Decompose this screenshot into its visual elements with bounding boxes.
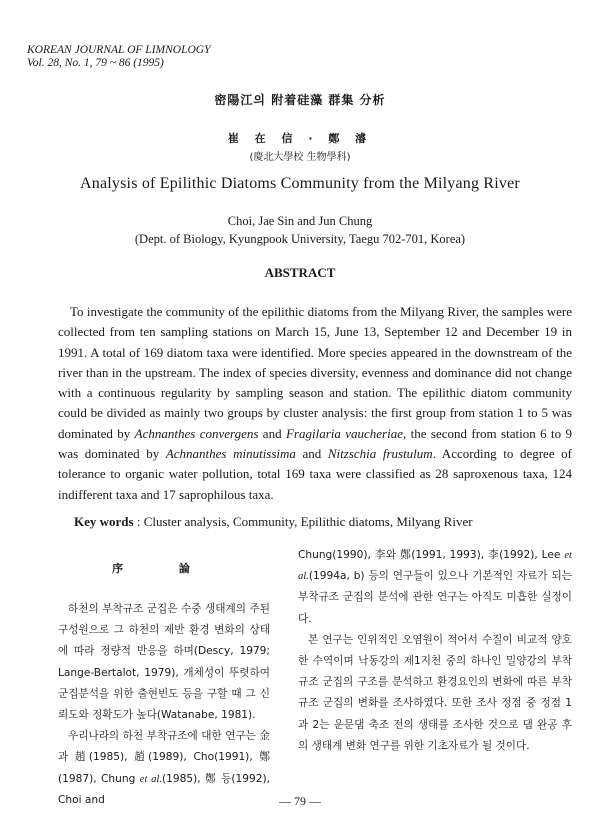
korean-authors: 崔 在 信 · 鄭 濬 bbox=[227, 132, 373, 145]
intro-text: 우리나라의 하천 부착규조에 대한 연구는 金과 趙(1985), 趙(1989), Cho(1991), 鄭(1987), Chung bbox=[58, 730, 270, 785]
et-al: et al. bbox=[298, 550, 572, 583]
abstract-text-1: To investigate the community of the epilithic diatoms from the Milyang River, the samples were collected from ten sampling stations on March 15, June 13, September 12 and December 19 in 1991. A total of 169 diatom taxa were identified. More species appeared in the downstream of the river than in the upstream. The index of species diversity, evenness and dominance did not change with a continuous regularity by sampling season and station. The epilithic diatom community could be divided as mainly two groups by cluster analysis: the first group from station 1 to 5 was dominated by bbox=[58, 304, 572, 441]
keywords-separator: : bbox=[133, 514, 144, 529]
intro-text: (1985), 鄭 등(1992), Choi and bbox=[58, 772, 270, 806]
page-number: — 79 — bbox=[279, 794, 321, 808]
introduction-heading: 序 論 bbox=[112, 562, 216, 575]
intro-paragraph-3: 본 연구는 인위적인 오염원이 적어서 수질이 비교적 양호한 수역이며 낙동강의 제1지천 중의 하나인 밀양강의 부착규조 군집의 구조를 분석하고 환경요인의 변화에 따른 부착규조 군집의 변화를 조사하였다. 또한 조사 정점 중 정점 1과 2는 운문댐 축조 전의 생태를 조사한 것으로 댐 완공 후의 생태계 변화 연구를 위한 기초자료가 될 것이다. bbox=[298, 633, 572, 752]
journal-name: KOREAN JOURNAL OF LIMNOLOGY bbox=[27, 44, 211, 56]
korean-title: 密陽江의 附着硅藻 群集 分析 bbox=[214, 93, 386, 107]
intro-text: Chung(1990), 李와 鄭(1991, 1993), 李(1992), Lee bbox=[298, 549, 565, 561]
right-column bbox=[298, 545, 572, 757]
intro-paragraph-1: 하천의 부착규조 군집은 수중 생태계의 주된 구성원으로 그 하천의 제반 환경 변화의 상태에 따라 정량적 반응을 하며(Descy, 1979; Lange-Bertalot, 1979), 개체성이 뚜렷하여 군집분석을 위한 출현빈도 등을 구할 때 그 신뢰도와 정확도가 높다(Watanabe, 1981). bbox=[58, 603, 270, 722]
species-name: Achnanthes minutissima bbox=[165, 446, 296, 462]
species-name: Achnanthes convergens bbox=[134, 425, 259, 441]
abstract-body bbox=[58, 302, 572, 505]
journal-citation: Vol. 28, No. 1, 79 ~ 86 (1995) bbox=[27, 57, 164, 69]
korean-affiliation: (慶北大學校 生物學科) bbox=[249, 152, 351, 163]
english-affiliation: (Dept. of Biology, Kyungpook University, Taegu 702-701, Korea) bbox=[134, 232, 466, 246]
abstract-text-3: , the second from station 6 to 9 was dominated by bbox=[58, 425, 572, 462]
english-authors: Choi, Jae Sin and Jun Chung bbox=[227, 214, 373, 228]
intro-paragraph-2-cont bbox=[298, 545, 572, 630]
abstract-paragraph bbox=[58, 302, 572, 505]
abstract-text-4: and bbox=[295, 446, 328, 462]
abstract-text-2: and bbox=[258, 425, 286, 441]
left-column bbox=[58, 560, 270, 811]
abstract-text-5: . According to degree of tolerance to organic water pollution, total 169 taxa were classified as 28 saproxenous taxa, 124 indifferent taxa and 17 saprophilous taxa. bbox=[58, 446, 572, 502]
species-name: Nitzschia frustulum bbox=[327, 446, 433, 462]
species-name: Fragilaria vaucheriae bbox=[285, 425, 404, 441]
keywords-label: Key words bbox=[74, 514, 134, 529]
intro-text: (1994a, b) 등의 연구들이 있으나 기본적인 자료가 되는 부착규조 군집의 분석에 관한 연구는 아직도 미흡한 실정이다. bbox=[298, 570, 572, 625]
abstract-heading: ABSTRACT bbox=[264, 265, 336, 280]
keywords-text: Cluster analysis, Community, Epilithic diatoms, Milyang River bbox=[143, 514, 473, 529]
english-title: Analysis of Epilithic Diatoms Community from the Milyang River bbox=[80, 175, 520, 192]
journal-header bbox=[27, 44, 210, 70]
keywords-line bbox=[74, 514, 473, 530]
et-al: et al. bbox=[139, 773, 163, 785]
